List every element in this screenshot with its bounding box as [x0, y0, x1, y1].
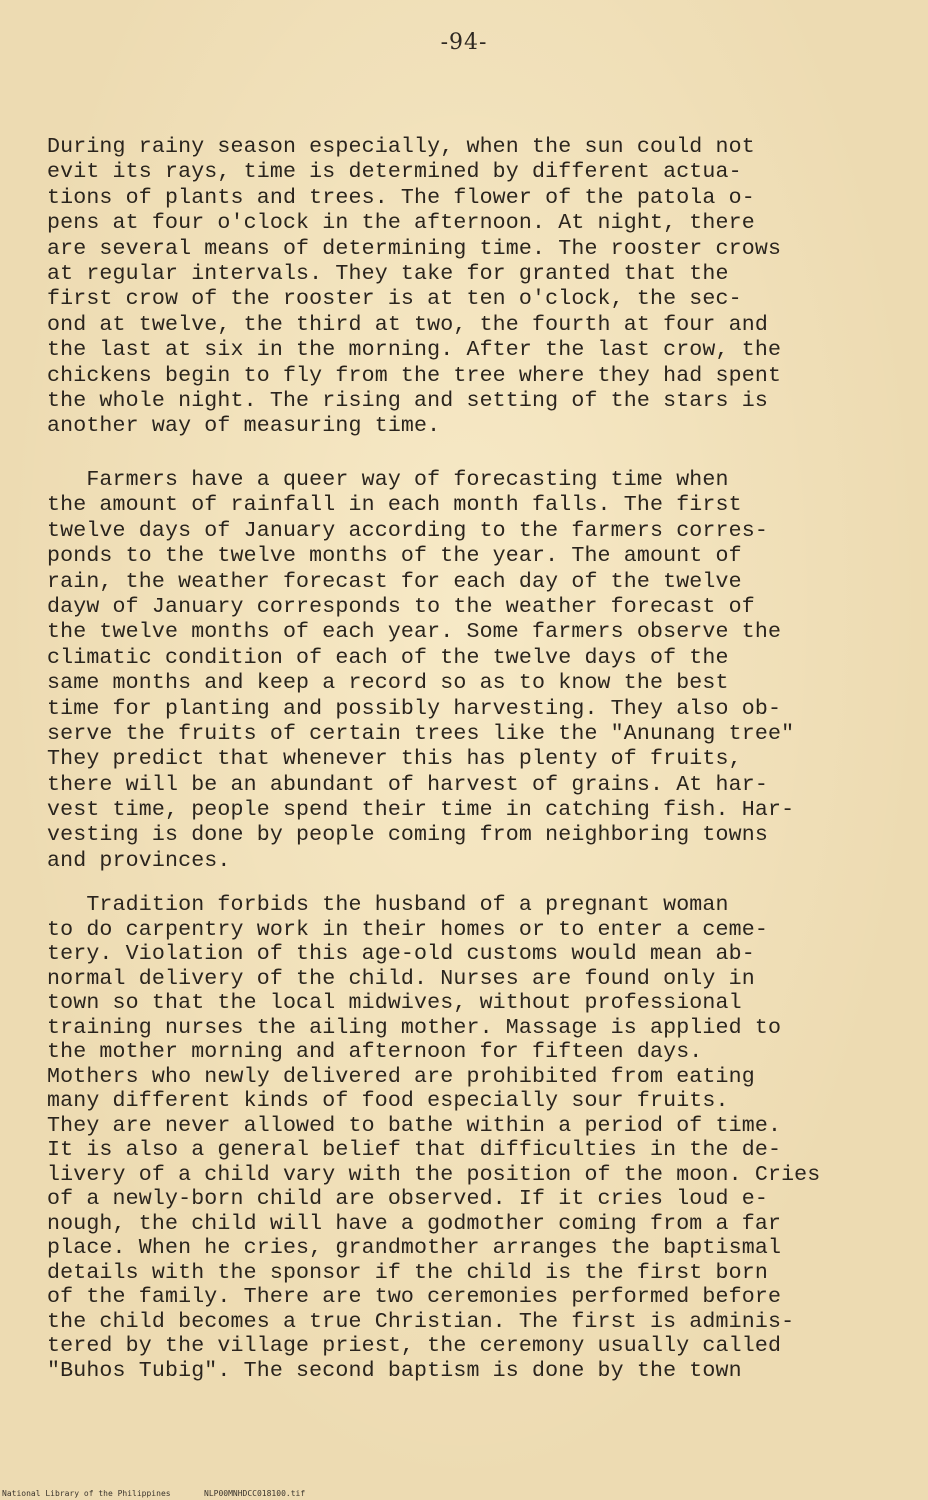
footer-library-name: National Library of the Philippines	[2, 1489, 171, 1498]
text-line: ond at twelve, the third at two, the fourth at four and	[47, 312, 768, 337]
text-line: nough, the child will have a godmother coming from a far	[47, 1211, 782, 1236]
text-line: serve the fruits of certain trees like the "Anunang tree"	[47, 721, 795, 746]
page-number: -94-	[440, 30, 488, 55]
text-line: normal delivery of the child. Nurses are found only in	[47, 966, 755, 991]
text-line: rain, the weather forecast for each day of the twelve	[47, 569, 742, 594]
text-line: Mothers who newly delivered are prohibited from eating	[47, 1064, 755, 1089]
text-line: town so that the local midwives, without professional	[47, 991, 742, 1015]
text-line: same months and keep a record so as to know the best	[47, 671, 729, 696]
text-line: twelve days of January according to the farmers corres-	[47, 518, 768, 543]
text-line: of the family. There are two ceremonies performed before	[47, 1285, 782, 1309]
text-line: of a newly-born child are observed. If it cries loud e-	[47, 1187, 768, 1211]
text-line: climatic condition of each of the twelve days of the	[47, 645, 729, 670]
text-line: They are never allowed to bathe within a period of time.	[47, 1113, 782, 1138]
paragraph-farmers-forecasting	[47, 468, 897, 874]
text-line: time for planting and possibly harvesting. They also ob-	[47, 696, 782, 721]
text-line: Tradition forbids the husband of a pregnant woman	[47, 893, 729, 917]
text-line: ponds to the twelve months of the year. The amount of	[47, 544, 742, 569]
text-line: livery of a child vary with the position of the moon. Cries	[47, 1162, 821, 1187]
text-line: the whole night. The rising and setting of the stars is	[47, 388, 768, 413]
text-line: the last at six in the morning. After the last crow, the	[47, 338, 782, 363]
text-line: training nurses the ailing mother. Massage is applied to	[47, 1015, 782, 1040]
text-line: first crow of the rooster is at ten o'clock, the sec-	[47, 287, 742, 312]
text-line: there will be an abundant of harvest of grains. At har-	[47, 772, 768, 797]
text-line: vesting is done by people coming from neighboring towns	[47, 823, 768, 848]
text-line: many different kinds of food especially sour fruits.	[47, 1089, 729, 1113]
text-line: the amount of rainfall in each month falls. The first	[47, 493, 742, 518]
text-line: tered by the village priest, the ceremony usually called	[47, 1334, 782, 1358]
paragraph-time-of-day	[47, 135, 897, 440]
text-line: During rainy season especially, when the sun could not	[47, 135, 755, 159]
text-line: the child becomes a true Christian. The first is adminis-	[47, 1309, 795, 1334]
text-line: at regular intervals. They take for granted that the	[47, 261, 729, 286]
text-line: "Buhos Tubig". The second baptism is done by the town	[47, 1358, 742, 1383]
paragraph-tradition-childbirth	[47, 893, 897, 1383]
text-line: to do carpentry work in their homes or to enter a ceme-	[47, 917, 768, 942]
text-line: are several means of determining time. The rooster crows	[47, 236, 782, 261]
text-line: the mother morning and afternoon for fifteen days.	[47, 1040, 703, 1064]
text-line: details with the sponsor if the child is the first born	[47, 1260, 768, 1285]
text-line: They predict that whenever this has plenty of fruits,	[47, 747, 742, 772]
text-line: It is also a general belief that difficulties in the de-	[47, 1138, 782, 1162]
text-line: pens at four o'clock in the afternoon. At night, there	[47, 211, 755, 236]
text-line: dayw of January corresponds to the weather forecast of	[47, 594, 755, 619]
text-line: Farmers have a queer way of forecasting time when	[47, 468, 729, 492]
text-line: tery. Violation of this age-old customs would mean ab-	[47, 942, 755, 966]
text-line: place. When he cries, grandmother arranges the baptismal	[47, 1236, 782, 1260]
text-line: another way of measuring time.	[47, 414, 441, 439]
text-line: the twelve months of each year. Some farmers observe the	[47, 620, 782, 645]
text-line: chickens begin to fly from the tree where they had spent	[47, 363, 782, 388]
footer-file-id: NLP00MNHDCC018100.tif	[204, 1489, 306, 1498]
text-line: and provinces.	[47, 848, 231, 873]
text-line: evit its rays, time is determined by different actua-	[47, 160, 742, 185]
text-line: tions of plants and trees. The flower of the patola o-	[47, 185, 755, 210]
text-line: vest time, people spend their time in catching fish. Har-	[47, 798, 795, 823]
